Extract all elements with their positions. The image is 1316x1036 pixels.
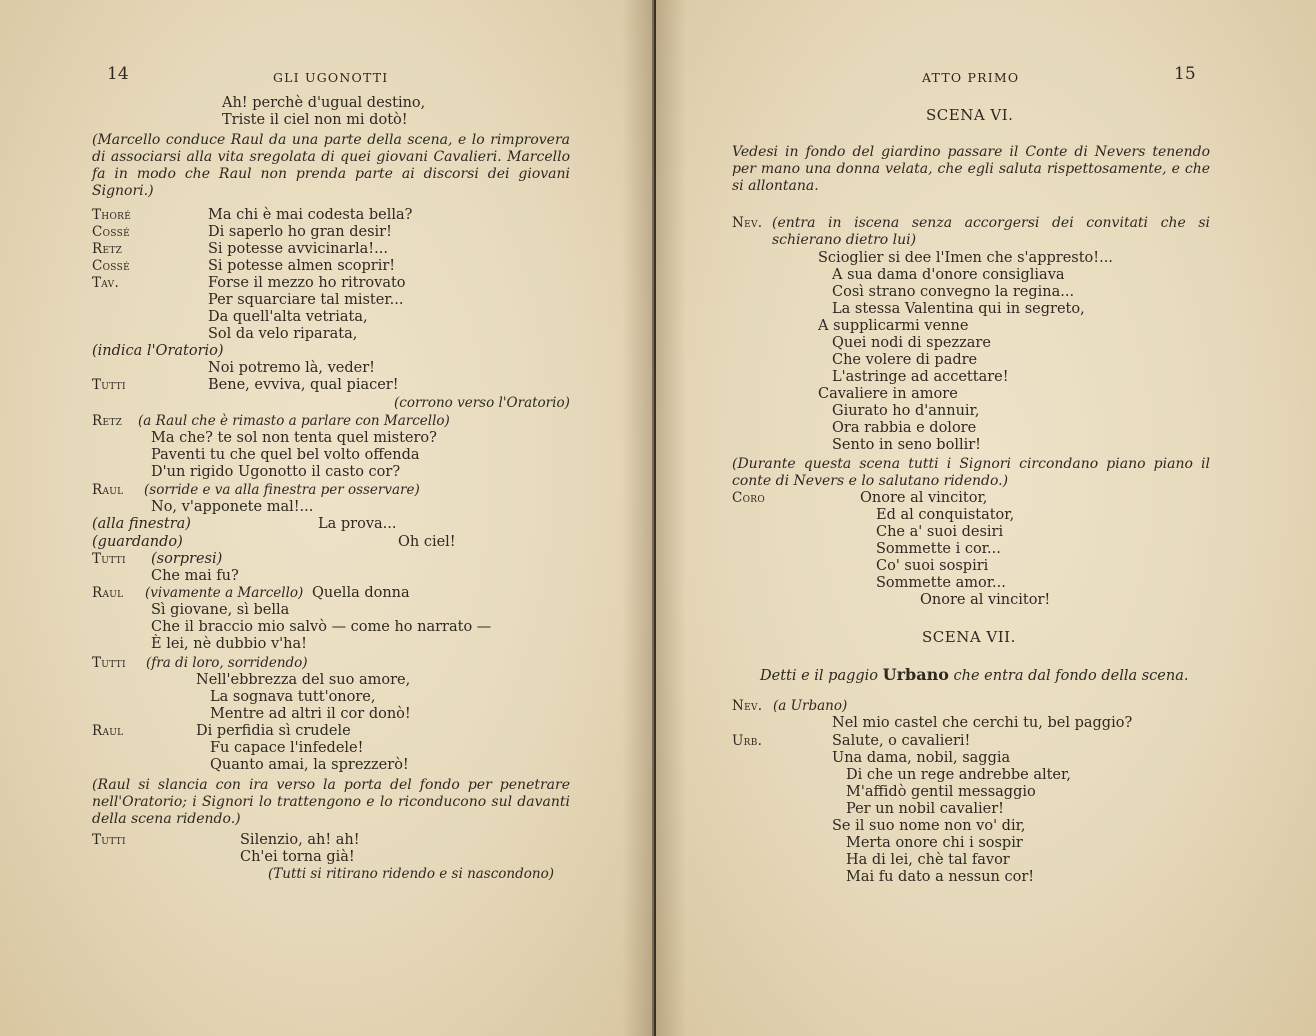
- verse-line: Che a' suoi desiri: [876, 524, 1004, 540]
- verse-line: Quanto amai, la sprezzerò!: [210, 757, 409, 773]
- stage-direction: (corrono verso l'Oratorio): [394, 395, 570, 411]
- stage-direction: (guardando): [92, 534, 183, 550]
- speaker-label: Cossé: [92, 258, 130, 274]
- verse-line: Che volere di padre: [832, 352, 978, 368]
- verse-line: Mai fu dato a nessun cor!: [846, 869, 1035, 885]
- speaker-label: Tutti: [92, 377, 126, 393]
- verse-line: Scioglier si dee l'Imen che s'appresto!...: [818, 250, 1113, 266]
- verse-line: Co' suoi sospiri: [876, 558, 989, 574]
- verse-line: Fu capace l'infedele!: [210, 740, 364, 756]
- stage-direction: [760, 666, 1188, 685]
- verse-line: La stessa Valentina qui in segreto,: [832, 301, 1085, 317]
- gutter-shadow: [622, 0, 652, 1036]
- verse-line: Di perfidia sì crudele: [196, 723, 351, 739]
- scene-title: SCENA VI.: [926, 106, 1014, 124]
- verse-line: No, v'apponete mal!...: [151, 499, 314, 515]
- verse-line: Ora rabbia e dolore: [832, 420, 977, 436]
- speaker-label: Tutti: [92, 832, 126, 848]
- verse-line: Una dama, nobil, saggia: [832, 750, 1011, 766]
- verse-line: Oh ciel!: [398, 534, 456, 550]
- verse-line: Cavaliere in amore: [818, 386, 958, 402]
- page-number: 14: [107, 64, 129, 84]
- scene-intro: Detti e il paggio: [760, 668, 879, 684]
- verse-line: Triste il ciel non mi dotò!: [222, 112, 408, 128]
- speaker-label: Raul: [92, 723, 124, 739]
- speaker-label: Tav.: [92, 275, 120, 291]
- verse-line: M'affidò gentil messaggio: [846, 784, 1036, 800]
- speaker-label: Retz: [92, 413, 123, 429]
- verse-line: Paventi tu che quel bel volto offenda: [151, 447, 420, 463]
- verse-line: Ch'ei torna già!: [240, 849, 355, 865]
- speaker-label: Raul: [92, 585, 124, 601]
- verse-line: Ma che? te sol non tenta quel mistero?: [151, 430, 437, 446]
- gutter-shadow: [656, 0, 686, 1036]
- stage-direction: (Raul si slancia con ira verso la porta del fondo per penetrare nell'Oratorio; i Signori lo trattengono e lo riconducono sul davanti della scena ridendo.): [92, 777, 570, 827]
- stage-direction: (a Urbano): [773, 698, 848, 714]
- verse-line: Quella donna: [312, 585, 410, 601]
- verse-line: Onore al vincitor!: [920, 592, 1051, 608]
- verse-line: A supplicarmi venne: [818, 318, 969, 334]
- verse-line: Nel mio castel che cerchi tu, bel paggio?: [832, 715, 1133, 731]
- verse-line: Si potesse almen scoprir!: [208, 258, 396, 274]
- speaker-label: Tutti: [92, 551, 126, 567]
- stage-direction: (Durante questa scena tutti i Signori circondano piano piano il conte di Nevers e lo salutano ridendo.): [732, 456, 1210, 489]
- stage-direction: (entra in iscena senza accorgersi dei convitati che si schierano dietro lui): [772, 215, 1210, 248]
- verse-line: Per squarciare tal mister...: [208, 292, 404, 308]
- verse-line: Sommette amor...: [876, 575, 1006, 591]
- left-page: [0, 0, 654, 1036]
- verse-line: Per un nobil cavalier!: [846, 801, 1004, 817]
- verse-line: Se il suo nome non vo' dir,: [832, 818, 1026, 834]
- verse-line: Ha di lei, chè tal favor: [846, 852, 1010, 868]
- verse-line: Silenzio, ah! ah!: [240, 832, 360, 848]
- speaker-label: Cossé: [92, 224, 130, 240]
- verse-line: La prova...: [318, 516, 397, 532]
- verse-line: Nell'ebbrezza del suo amore,: [196, 672, 411, 688]
- stage-direction: (alla finestra): [92, 516, 191, 532]
- verse-line: Di saperlo ho gran desir!: [208, 224, 392, 240]
- verse-line: Quei nodi di spezzare: [832, 335, 991, 351]
- stage-direction: (fra di loro, sorridendo): [146, 655, 308, 671]
- verse-line: Che mai fu?: [151, 568, 239, 584]
- speaker-label: Retz: [92, 241, 123, 257]
- stage-direction: (sorpresi): [151, 551, 223, 567]
- running-head: GLI UGONOTTI: [273, 70, 389, 85]
- verse-line: Sommette i cor...: [876, 541, 1001, 557]
- verse-line: Ah! perchè d'ugual destino,: [222, 95, 426, 111]
- verse-line: Ed al conquistator,: [876, 507, 1015, 523]
- stage-direction: Vedesi in fondo del giardino passare il Conte di Nevers tenendo per mano una donna velata, che egli saluta rispettosamente, e che si allontana.: [732, 144, 1210, 194]
- verse-line: Mentre ad altri il cor donò!: [210, 706, 411, 722]
- scene-title: SCENA VII.: [922, 628, 1016, 646]
- verse-line: A sua dama d'onore consigliava: [832, 267, 1065, 283]
- scene-intro-tail: che entra dal fondo della scena.: [953, 668, 1189, 684]
- verse-line: Noi potremo là, veder!: [208, 360, 375, 376]
- stage-direction: (sorride e va alla finestra per osservare): [144, 482, 420, 498]
- verse-line: Forse il mezzo ho ritrovato: [208, 275, 406, 291]
- stage-direction: (a Raul che è rimasto a parlare con Marcello): [138, 413, 450, 429]
- verse-line: Ma chi è mai codesta bella?: [208, 207, 413, 223]
- page-number: 15: [1174, 64, 1196, 84]
- verse-line: Così strano convegno la regina...: [832, 284, 1075, 300]
- verse-line: Onore al vincitor,: [860, 490, 988, 506]
- character-name: Urbano: [882, 665, 949, 684]
- verse-line: Giurato ho d'annuir,: [832, 403, 980, 419]
- running-head: ATTO PRIMO: [922, 70, 1020, 85]
- speaker-label: Coro: [732, 490, 766, 506]
- speaker-label: Urb.: [732, 733, 763, 749]
- verse-line: Da quell'alta vetriata,: [208, 309, 368, 325]
- verse-line: Merta onore chi i sospir: [846, 835, 1023, 851]
- verse-line: La sognava tutt'onore,: [210, 689, 376, 705]
- verse-line: Sì giovane, sì bella: [151, 602, 290, 618]
- stage-direction: (Tutti si ritirano ridendo e si nascondono): [268, 866, 554, 882]
- stage-direction: (Marcello conduce Raul da una parte della scena, e lo rimprovera di associarsi alla vita sregolata di quei giovani Cavalieri. Marcello fa in modo che Raul non prenda parte ai discorsi dei giovani Signori.): [92, 132, 570, 199]
- verse-line: L'astringe ad accettare!: [832, 369, 1009, 385]
- verse-line: Sol da velo riparata,: [208, 326, 358, 342]
- speaker-label: Raul: [92, 482, 124, 498]
- verse-line: Si potesse avvicinarla!...: [208, 241, 388, 257]
- speaker-label: Thoré: [92, 207, 132, 223]
- verse-line: È lei, nè dubbio v'ha!: [151, 636, 307, 652]
- stage-direction: (indica l'Oratorio): [92, 343, 224, 359]
- verse-line: Di che un rege andrebbe alter,: [846, 767, 1071, 783]
- speaker-label: Tutti: [92, 655, 126, 671]
- verse-line: Salute, o cavalieri!: [832, 733, 971, 749]
- stage-direction: (vivamente a Marcello): [145, 585, 304, 601]
- verse-line: Che il braccio mio salvò — come ho narrato —: [151, 619, 492, 635]
- speaker-label: Nev.: [732, 698, 763, 714]
- speaker-label: Nev.: [732, 215, 763, 231]
- right-page: [656, 0, 1316, 1036]
- verse-line: Bene, evviva, qual piacer!: [208, 377, 399, 393]
- verse-line: Sento in seno bollir!: [832, 437, 981, 453]
- verse-line: D'un rigido Ugonotto il casto cor?: [151, 464, 401, 480]
